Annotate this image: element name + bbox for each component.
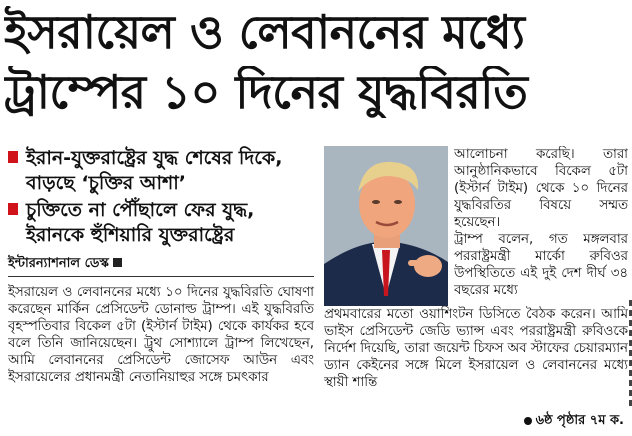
dateline — [8, 256, 122, 272]
headline-line-2: ট্রাম্পের ১০ দিনের যুদ্ধবিরতি — [4, 66, 528, 118]
article-paragraph: ট্রাম্প বলেন, গত মঙ্গলবার পররাষ্ট্রমন্ত্রী মার্কো রুবিওর উপস্থিতিতে এই দুই দেশ দীর্ঘ ৩৪ বছরের মধ্যে — [454, 232, 628, 298]
bullet-dot-icon — [524, 417, 532, 425]
article-paragraph: ইসরায়েল ও লেবাননের মধ্যে ১০ দিনের যুদ্ধবিরতি ঘোষণা করেছেন মার্কিন প্রেসিডেন্ট ডোনাল্ড ট্রাম্প। এই যুদ্ধবিরতি বৃহস্পতিবার বিকেল ৫টা (ইস্টার্ন টাইম) থেকে কার্যকর হবে বলে তিনি জানিয়েছেন। ট্রুথ সোশ্যালে ট্রাম্প লিখেছেন, আমি লেবাননের প্রেসিডেন্ট জোসেফ আউন এবং ইসরায়েলের প্রধানমন্ত্রী নেতানিয়াহুর সঙ্গে চমৎকার — [8, 285, 314, 385]
continuation-note — [524, 411, 624, 432]
article-column-bottom — [324, 306, 628, 416]
bullet-item — [8, 146, 308, 196]
bullet-square-icon — [8, 151, 18, 163]
trump-photo — [324, 146, 448, 306]
bullet-square-icon — [8, 203, 18, 215]
headline-line-1: ইসরায়েল ও লেবাননের মধ্যে — [4, 6, 525, 58]
bullet-text: ইরান-যুক্তরাষ্ট্রের যুদ্ধ শেষের দিকে, বাড়ছে ‘চুক্তির আশা’ — [26, 147, 283, 194]
bullet-text: চুক্তিতে না পৌঁছালে ফের যুদ্ধ, ইরানকে হুঁশিয়ারি যুক্তরাষ্ট্রের — [26, 199, 255, 246]
portrait-illustration — [324, 146, 448, 306]
divider — [8, 276, 314, 277]
continuation-text: ৬ষ্ঠ পৃষ্ঠার ৭ম ক. — [535, 413, 624, 428]
dateline-text: ইন্টারন্যাশনাল ডেস্ক — [8, 256, 109, 271]
bullet-item — [8, 198, 308, 248]
article-column-left — [8, 284, 314, 434]
article-paragraph: প্রথমবারের মতো ওয়াশিংটন ডিসিতে বৈঠক করেন। আমি ভাইস প্রেসিডেন্ট জেডি ভ্যান্স এবং পররাষ্ট্রমন্ত্রী রুবিওকে নির্দেশ দিয়েছি, তারা জয়েন্ট চিফস অব স্টাফের চেয়ারম্যান ড্যান কেইনের সঙ্গে মিলে ইসরায়েল ও লেবাননের মধ্যে স্থায়ী শান্তি — [324, 307, 628, 390]
article-column-right — [454, 146, 628, 306]
article-paragraph: আলোচনা করেছি। তারা আনুষ্ঠানিকভাবে বিকেল ৫টা (ইস্টার্ন টাইম) থেকে ১০ দিনের যুদ্ধবিরতির বিষয়ে সম্মত হয়েছেন। — [454, 147, 628, 230]
dateline-block-icon — [113, 258, 122, 267]
